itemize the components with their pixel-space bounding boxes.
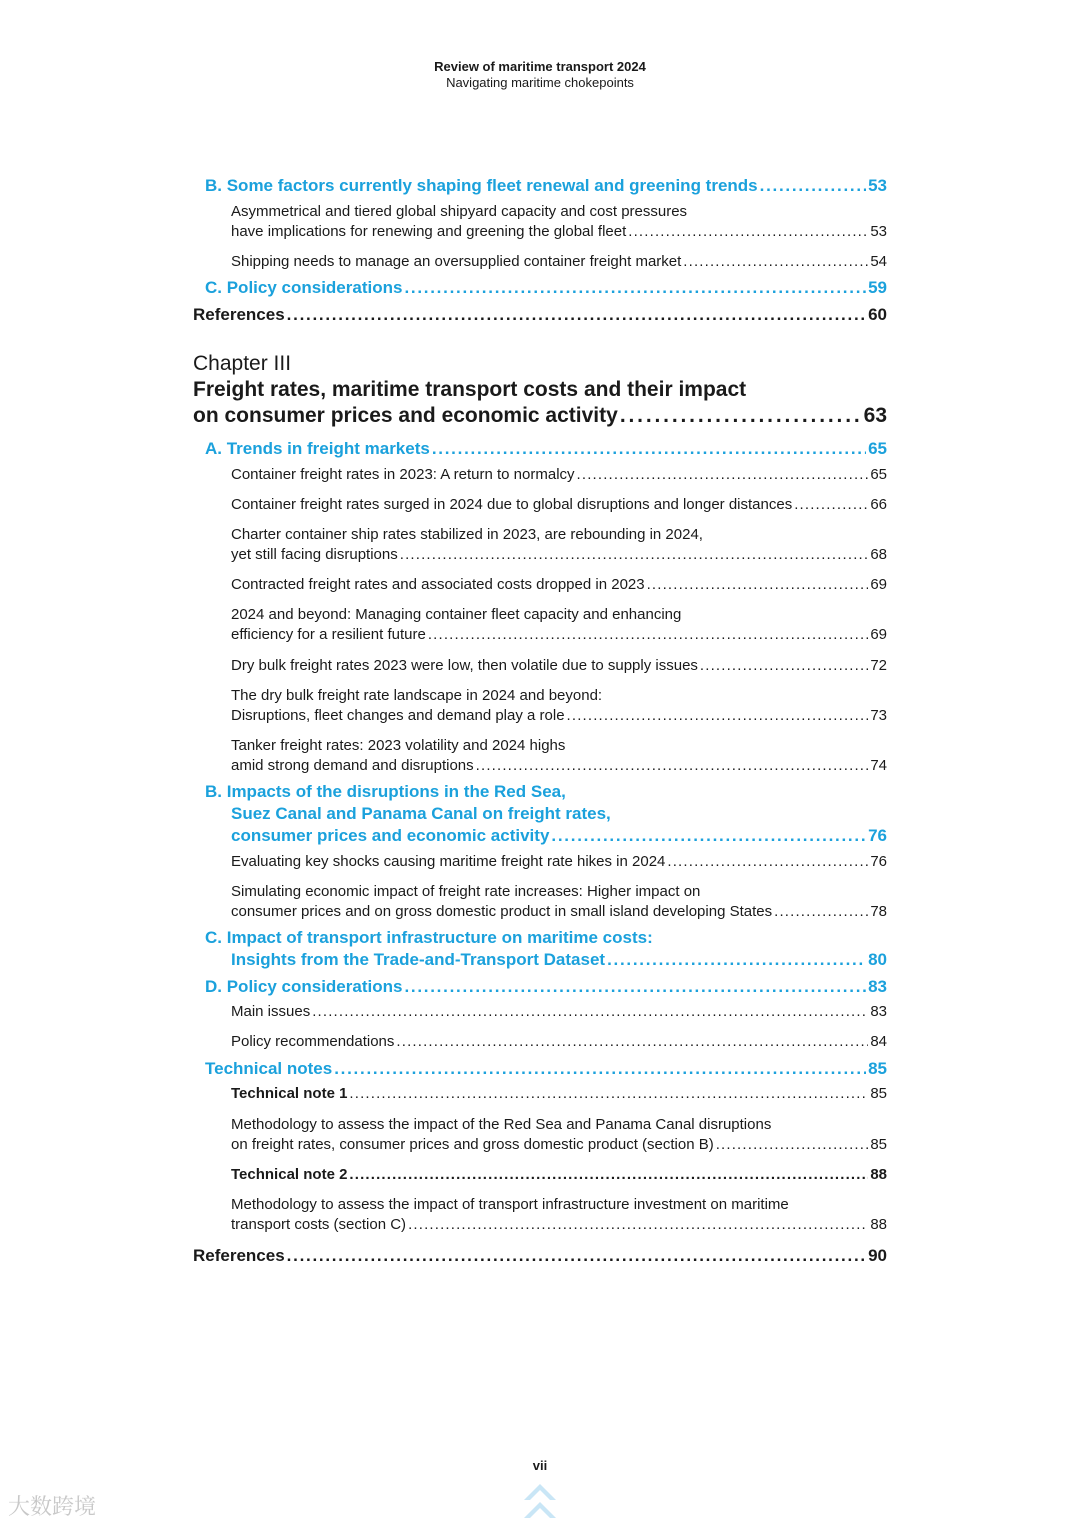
toc-entry[interactable]: Policy recommendations . . . 84 <box>231 1033 887 1050</box>
toc-entry[interactable]: yet still facing disruptions . . . 68 <box>231 546 887 563</box>
toc-entry[interactable]: Contracted freight rates and associated costs dropped in 2023 . . . 69 <box>231 576 887 593</box>
toc-entry[interactable]: Evaluating key shocks causing maritime freight rate hikes in 2024 . . . 76 <box>231 853 887 870</box>
toc-section-b-3[interactable]: consumer prices and economic activity . . . 76 <box>231 826 887 846</box>
toc-section-c[interactable]: C. Policy considerations . . . 59 <box>205 278 887 298</box>
toc-technical-note-2[interactable]: Technical note 2 . . . 88 <box>231 1166 887 1183</box>
toc-entry-line: Simulating economic impact of freight rate increases: Higher impact on <box>231 883 701 900</box>
running-header <box>0 59 1080 91</box>
toc-section-b-line: B. Impacts of the disruptions in the Red Sea, <box>205 782 566 801</box>
toc-section-d[interactable]: D. Policy considerations . . . 83 <box>205 977 887 997</box>
toc-section-b[interactable]: B. Some factors currently shaping fleet renewal and greening trends . . . 53 <box>205 176 887 196</box>
toc-entry-line: Methodology to assess the impact of transport infrastructure investment on maritime <box>231 1196 789 1213</box>
chapter-title: Freight rates, maritime transport costs and their impact <box>193 378 747 401</box>
toc-entry[interactable]: efficiency for a resilient future . . . 69 <box>231 626 887 643</box>
toc-entry-line: Charter container ship rates stabilized in 2023, are rebounding in 2024, <box>231 526 703 543</box>
toc-entry-line: Tanker freight rates: 2023 volatility and 2024 highs <box>231 737 566 754</box>
scroll-up-icon[interactable] <box>522 1482 558 1526</box>
toc-section-c-3[interactable]: Insights from the Trade-and-Transport Dataset . . . 80 <box>231 950 887 970</box>
toc-entry[interactable]: Shipping needs to manage an oversupplied container freight market . . . 54 <box>231 253 887 270</box>
toc-section-a[interactable]: A. Trends in freight markets . . . 65 <box>205 439 887 459</box>
toc-entry-line: The dry bulk freight rate landscape in 2024 and beyond: <box>231 687 603 704</box>
toc-references-2[interactable]: References . . . 90 <box>193 1246 887 1266</box>
page-number: vii <box>532 1458 548 1473</box>
header-title: Review of maritime transport 2024 <box>434 59 646 74</box>
toc-technical-note-1[interactable]: Technical note 1 . . . 85 <box>231 1085 887 1102</box>
toc-entry[interactable]: Disruptions, fleet changes and demand play a role . . . 73 <box>231 707 887 724</box>
watermark: 大数跨境 <box>8 1494 97 1519</box>
chapter-label: Chapter III <box>193 352 292 375</box>
toc-entry-line: 2024 and beyond: Managing container fleet capacity and enhancing <box>231 606 682 623</box>
toc-entry[interactable]: transport costs (section C) . . . 88 <box>231 1216 887 1233</box>
toc-entry[interactable]: Main issues . . . 83 <box>231 1003 887 1020</box>
toc-entry[interactable]: have implications for renewing and greening the global fleet . . . 53 <box>231 223 887 240</box>
toc-section-b-line: Suez Canal and Panama Canal on freight rates, <box>231 804 611 823</box>
toc-references[interactable]: References . . . 60 <box>193 305 887 325</box>
toc-entry[interactable]: Dry bulk freight rates 2023 were low, then volatile due to supply issues . . . 72 <box>231 657 887 674</box>
toc-section-c-line: C. Impact of transport infrastructure on maritime costs: <box>205 928 653 947</box>
toc-entry[interactable]: consumer prices and on gross domestic product in small island developing States . . . 78 <box>231 903 887 920</box>
toc-entry[interactable]: amid strong demand and disruptions . . . 74 <box>231 757 887 774</box>
toc-technical-notes[interactable]: Technical notes . . . 85 <box>205 1059 887 1079</box>
toc-entry[interactable]: Container freight rates surged in 2024 due to global disruptions and longer distances . . . 66 <box>231 496 887 513</box>
toc-chapter-3[interactable]: on consumer prices and economic activity . . . 63 <box>193 404 887 428</box>
toc-entry[interactable]: Container freight rates in 2023: A return to normalcy . . . 65 <box>231 466 887 483</box>
header-subtitle: Navigating maritime chokepoints <box>446 75 634 90</box>
toc-entry[interactable]: on freight rates, consumer prices and gross domestic product (section B) . . . 85 <box>231 1136 887 1153</box>
toc-entry-line: Asymmetrical and tiered global shipyard capacity and cost pressures <box>231 203 688 220</box>
toc-entry-line: Methodology to assess the impact of the Red Sea and Panama Canal disruptions <box>231 1116 772 1133</box>
